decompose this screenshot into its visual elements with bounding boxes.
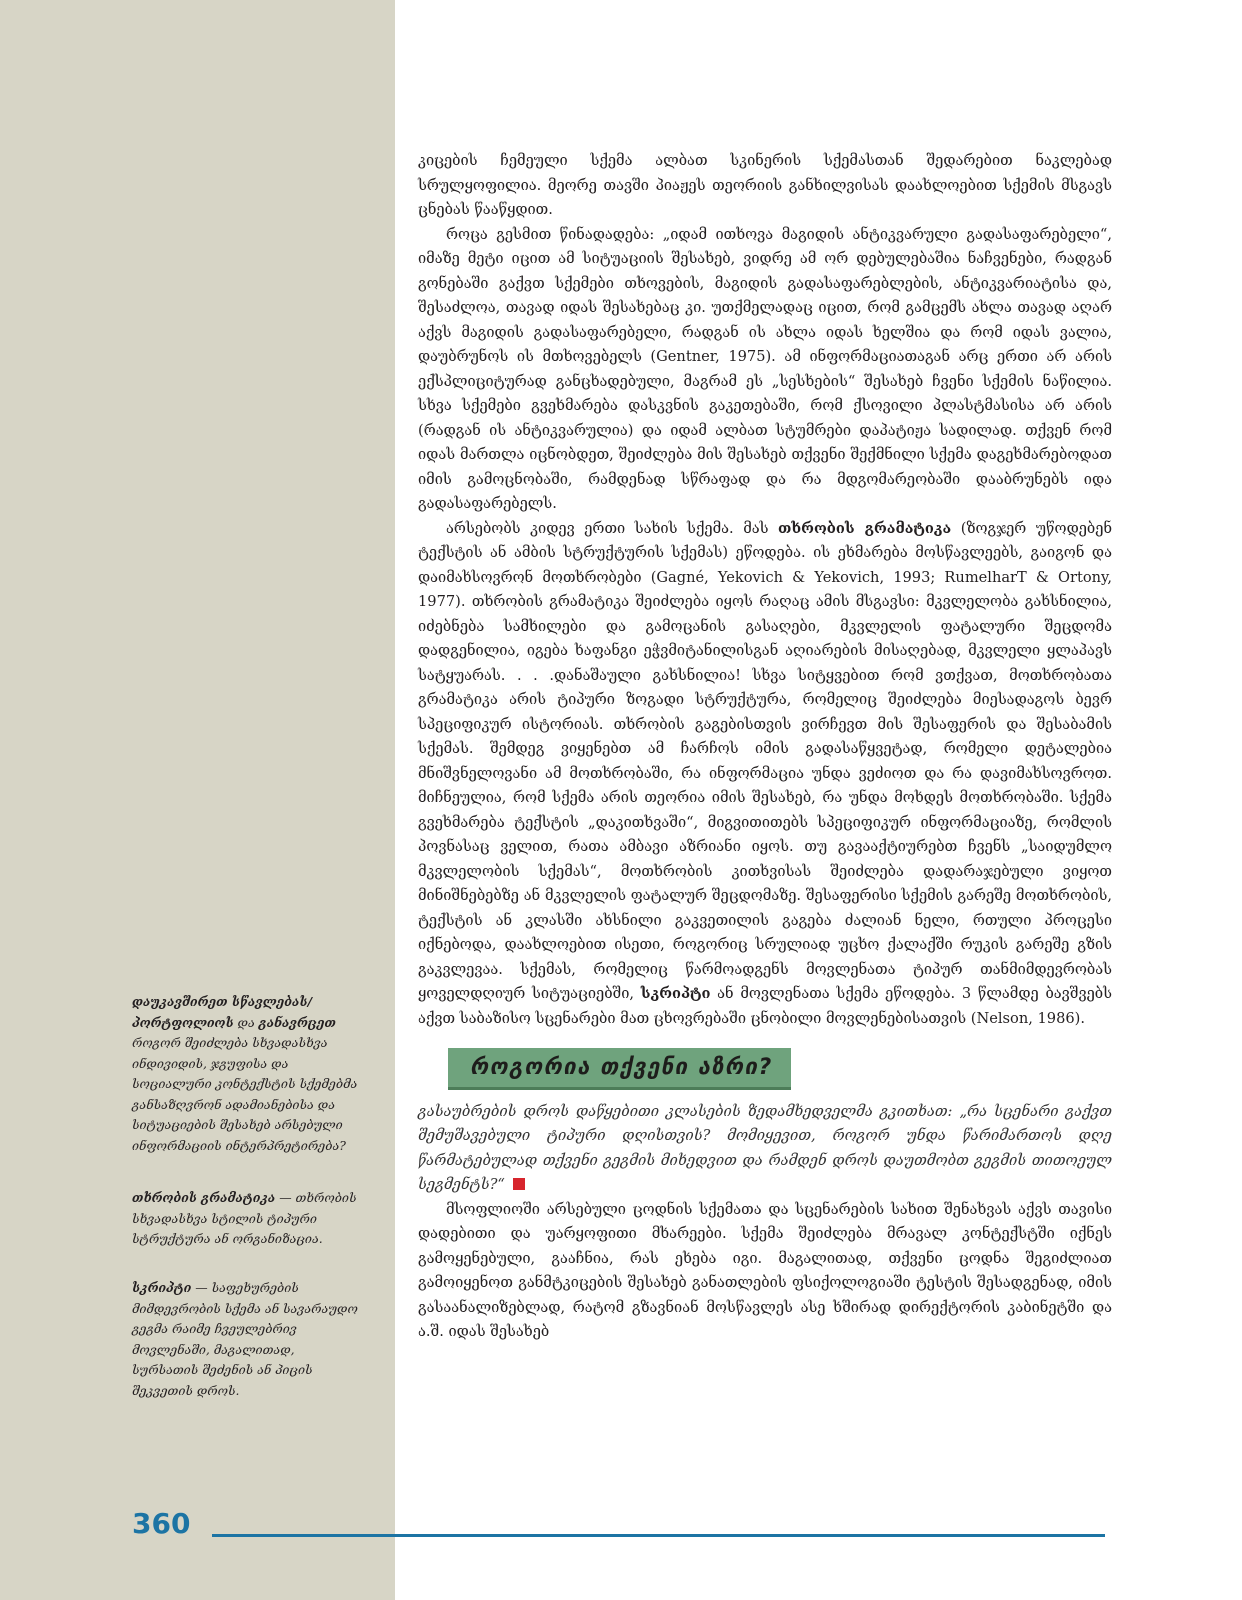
glossary-definition: — თხრობის სხვადასხვა სტილის ტიპური სტრუქტურა ან ორგანიზაცია.	[132, 1190, 357, 1246]
footer-rule	[212, 1534, 1105, 1537]
glossary-term: თხრობის გრამატიკა	[132, 1190, 276, 1205]
page-number: 360	[132, 1507, 191, 1540]
term-story-grammar: თხრობის გრამატიკა	[778, 519, 952, 537]
glossary-story-grammar	[132, 1188, 364, 1250]
sidebar-note-portfolio	[132, 992, 364, 1156]
main-text-column	[418, 149, 1112, 1345]
sidebar-note-heading-2: განავრცეთ	[258, 1014, 336, 1030]
paragraph-3	[418, 517, 1112, 1032]
glossary-definition: — საფეხურების მიმდევრობის სქემა ან სავარაუდო გეგმა რაიმე ჩვეულებრივ მოვლენაში, მაგალითად, სურსათის შეძენის ან პიცის შეკვეთის დროს.	[132, 1280, 358, 1398]
end-marker-icon	[513, 1178, 525, 1190]
what-would-you-say-heading: როგორია თქვენი აზრი?	[448, 1048, 791, 1090]
box-question: გასაუბრების დროს დაწყებითი კლასების ზედამხედველმა გკითხათ: „რა სცენარი გაქვთ შემუშავებული ტიპური დღისთვის? მომიყევით, როგორ უნდა წარიმართოს დღე წარმატებულად თქვენი გეგმის მიხედვით და რამდენ დროს დაუთმობთ გეგმის თითოეულ სეგმენტს?“	[418, 1102, 1112, 1193]
paragraph-2: როცა გესმით წინადადება: „იდამ ითხოვა მაგიდის ანტიკვარული გადასაფარებელი“, იმაზე მეტი იცით ამ სიტუაციის შესახებ, ვიდრე ამ ორ დებულებაშია ნაჩვენები, რადგან გონებაში გაქვთ სქემები თხოვების, მაგიდის გადასაფარებლების, ანტიკვარიატისა და, შესაძლოა, თავად იდას შესახებაც კი. უთქმელადაც იცით, რომ გამცემს ახლა თავად აღარ აქვს მაგიდის გადასაფარებელი, რადგან ის ახლა იდას ხელშია და რომ იდას ვალია, დაუბრუნოს ის მთხოვებელს (Gentner, 1975). ამ ინფორმაციათაგან არც ერთი არ არის ექსპლიციტურად განცხადებული, მაგრამ ეს „სესხების“ შესახებ ჩვენი სქემის ნაწილია. სხვა სქემები გვეხმარება დასკვნის გაკეთებაში, რომ ქსოვილი პლასტმასისა არ არის (რადგან ის ანტიკვარულია) და იდამ ალბათ სტუმრები დაპატიჟა სადილად. თქვენ რომ იდას მართლა იცნობდეთ, შეიძლება მის შესახებ თქვენი შექმნილი სქემა დაგეხმარებოდათ იმის გამოცნობაში, რამდენად სწრაფად და რა მდგომარეობაში დააბრუნებს იდა გადასაფარებელს.	[418, 225, 1112, 512]
paragraph-1: კიცების ჩემეული სქემა ალბათ სკინერის სქემასთან შედარებით ნაკლებად სრულყოფილია. მეორე თავში პიაჟეს თეორიის განხილვისას დაახლოებით სქემის მსგავს ცნებას წააწყდით.	[418, 152, 1112, 218]
glossary-term: სკრიპტი	[132, 1280, 192, 1295]
glossary-script	[132, 1278, 364, 1401]
paragraph-3-end: ან მოვლენათა სქემა ეწოდება. 3 წლამდე ბავშვებს აქვთ საბაზისო სცენარები მათ ცხოვრებაში ცნობილი მოვლენებისათვის (Nelson, 1986).	[418, 985, 1112, 1027]
paragraph-3-start: არსებობს კიდევ ერთი სახის სქემა. მას	[446, 519, 779, 537]
sidebar-note-conjunction: და	[233, 1014, 259, 1030]
term-script: სკრიპტი	[640, 985, 711, 1002]
sidebar-note-heading: დაუკავშირეთ სწავლებას/ პორტფოლიოს	[132, 994, 313, 1030]
sidebar-note-text: როგორ შეიძლება სხვადასხვა ინდივიდის, ჯგუფისა და სოციალური კონტექსტის სქემებმა განსაზღვრონ ადამიანებისა და სიტუაციების შესახებ არსებული ინფორმაციის ინტერპრეტირება?	[132, 1035, 358, 1153]
paragraph-3-body: (ზოგჯერ უწოდებენ ტექსტის ან ამბის სტრუქტურის სქემას) ეწოდება. ის ეხმარება მოსწავლეებს, გაიგონ და დაიმახსოვრონ მოთხრობები (Gagné, Yekovich & Yekovich, 1993; RumelharT & Ortony, 1977). თხრობის გრამატიკა შეიძლება იყოს რაღაც ამის მსგავსი: მკვლელობა გახსნილია, იძებნება სამხილები და გამოცანის გასაღები, მკვლელის ფატალური შეცდომა დადგენილია, იგება ხაფანგი ეჭვმიტანილისგან აღიარების მისაღებად, მკვლელი ყლაპავს სატყუარას. . . .დანაშაული გახსნილია! სხვა სიტყვებით რომ ვთქვათ, მოთხრობათა გრამატიკა არის ტიპური ზოგადი სტრუქტურა, რომელიც შეიძლება მიესადაგოს ბევრ სპეციფიკურ ისტორიას. თხრობის გაგებისთვის ვირჩევთ მის შესაფერის და შესაბამის სქემას. შემდეგ ვიყენებთ ამ ჩარჩოს იმის გადასაწყვეტად, რომელი დეტალებია მნიშვნელოვანი ამ მოთხრობაში, რა ინფორმაცია უნდა ვეძიოთ და რა დავიმახსოვროთ. მიჩნეულია, რომ სქემა არის თეორია იმის შესახებ, რა უნდა მოხდეს მოთხრობაში. სქემა გვეხმარება ტექსტის „დაკითხვაში“, მიგვითითებს სპეციფიკურ ინფორმაციაზე, რომლის პოვნასაც ველით, რათა ამბავი აზრიანი იყოს. თუ გავააქტიურებთ ჩვენს „საიდუმლო მკვლელობის სქემას“, მოთხრობის კითხვისას შეიძლება დადარაჯებული ვიყოთ მინიშნებებზე ან მკვლელის ფატალურ შეცდომაზე. შესაფერისი სქემის გარეშე მოთხრობის, ტექსტის ან კლასში ახსნილი გაკვეთილის გაგება ძალიან ნელი, რთული პროცესი იქნებოდა, დაახლოებით ისეთი, როგორიც სრულიად უცხო ქალაქში რუკის გარეშე გზის გაკვლევაა. სქემას, რომელიც წარმოადგენს მოვლენათა ტიპურ თანმიმდევრობას ყოველდღიურ სიტუაციებში,	[418, 519, 1112, 1002]
paragraph-4: მსოფლიოში არსებული ცოდნის სქემათა და სცენარების სახით შენახვას აქვს თავისი დადებითი და უარყოფითი მხარეები. სქემა შეიძლება მრავალ კონტექსტში იქნეს გამოყენებული, გააჩნია, რას ეხება იგი. მაგალითად, თქვენი ცოდნა შეგიძლიათ გამოიყენოთ განმტკიცების შესახებ განათლების ფსიქოლოგიაში ტესტის შესადგენად, იმის გასაანალიზებლად, რატომ გზავნიან მოსწავლეს ასე ხშირად დირექტორის კაბინეტში და ა.შ. იდას შესახებ	[418, 1200, 1112, 1340]
what-would-you-say-text	[418, 1100, 1112, 1198]
